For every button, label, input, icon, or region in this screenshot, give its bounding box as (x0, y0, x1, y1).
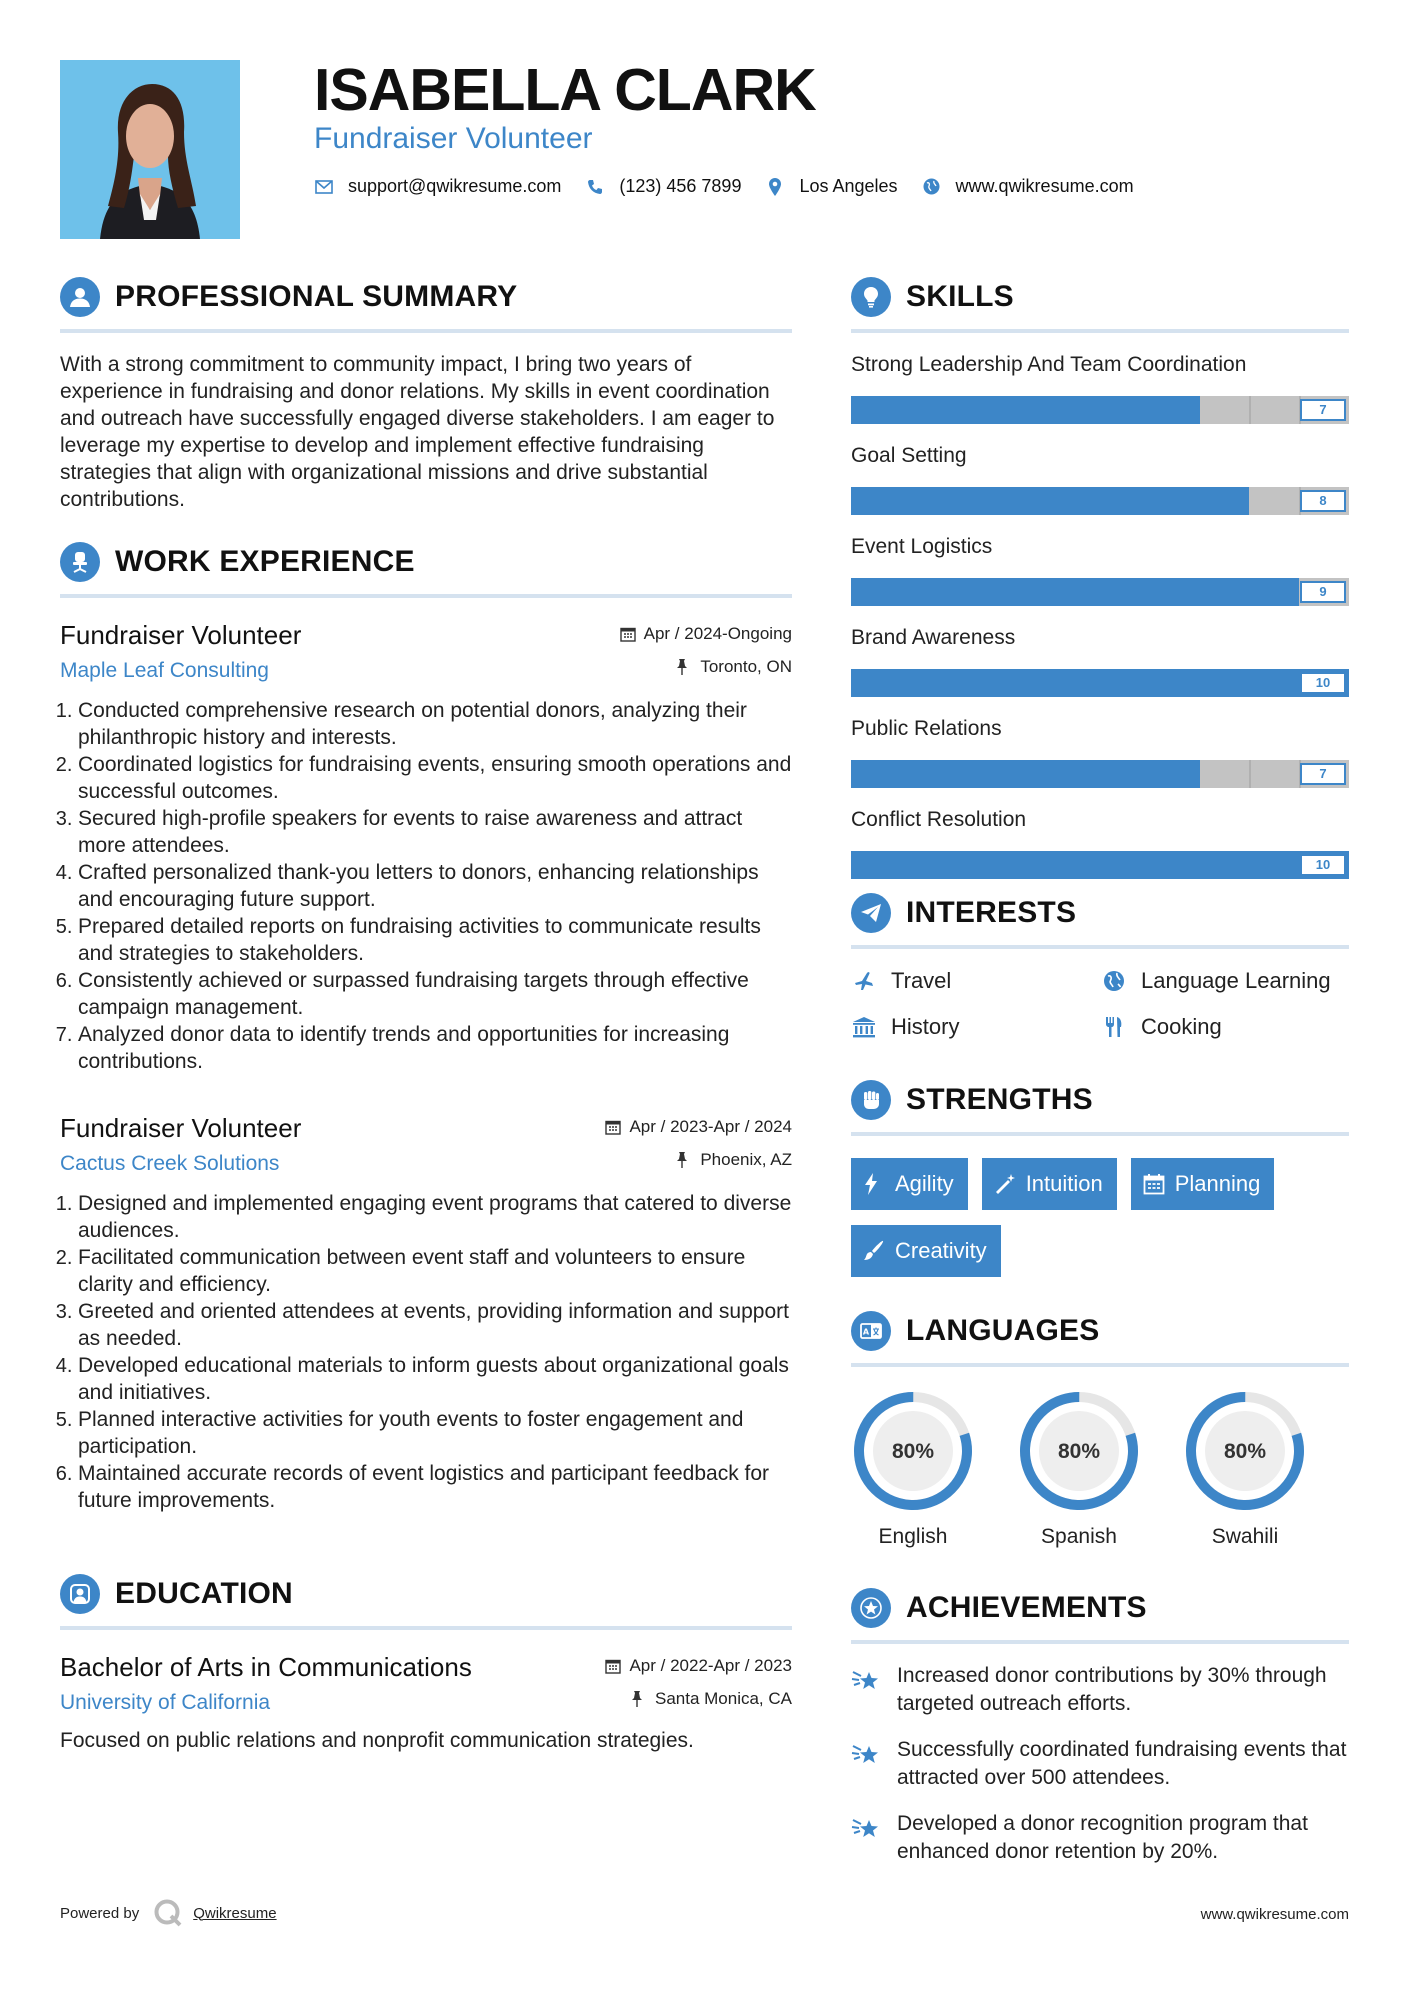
degree: Bachelor of Arts in Communications (60, 1652, 472, 1682)
language-icon (851, 1311, 891, 1351)
interest-item: Travel (851, 967, 1101, 995)
summary-section (60, 275, 792, 513)
language-proficiency-ring (851, 1389, 975, 1513)
section-divider (851, 1363, 1349, 1367)
achievement-item: Successfully coordinated fundraising events that attracted over 500 attendees. (851, 1736, 1349, 1792)
job-company: Maple Leaf Consulting (60, 659, 269, 682)
skill-level-bar (851, 578, 1349, 606)
skill-name: Event Logistics (851, 535, 993, 558)
language-item (1017, 1389, 1183, 1549)
skill-level-bar (851, 851, 1349, 879)
section-title: STRENGTHS (906, 1083, 1093, 1116)
skill-level-label: 9 (1300, 581, 1346, 603)
list-item: 1. Conducted comprehensive research on potential donors, analyzing their philanthropic history and interests. (78, 697, 792, 751)
job-meta (620, 624, 792, 677)
envelope-icon (314, 177, 334, 197)
skill-name: Public Relations (851, 717, 1002, 740)
skill-item (851, 624, 1349, 697)
skills-section (851, 275, 1349, 879)
utensils-icon (1101, 1014, 1127, 1040)
map-pin-icon (765, 177, 785, 197)
section-title: PROFESSIONAL SUMMARY (115, 280, 518, 313)
user-icon (60, 277, 100, 317)
list-item: 3. Greeted and oriented attendees at events, providing information and support as needed. (78, 1298, 792, 1352)
language-item (851, 1389, 1017, 1549)
list-item: 5. Prepared detailed reports on fundraising activities to communicate results and strategies to stakeholders. (78, 913, 792, 967)
languages-section (851, 1309, 1349, 1549)
strength-chip: Intuition (982, 1158, 1117, 1210)
job-dates: Apr / 2023-Apr / 2024 (629, 1117, 792, 1136)
job-location: Phoenix, AZ (700, 1150, 792, 1169)
footer-powered-by (60, 1898, 277, 1928)
bolt-icon (863, 1173, 885, 1195)
section-title: INTERESTS (906, 896, 1077, 929)
skill-item (851, 533, 1349, 606)
section-divider (60, 1626, 792, 1630)
list-item: 4. Crafted personalized thank-you letters to donors, enhancing relationships and encouraging future support. (78, 859, 792, 913)
skill-level-label: 7 (1300, 399, 1346, 421)
lightbulb-icon (851, 277, 891, 317)
language-percent: 80% (1057, 1440, 1101, 1463)
calendar-icon (605, 1119, 621, 1135)
skill-level-bar (851, 760, 1349, 788)
section-title: EDUCATION (115, 1577, 293, 1610)
skill-segment-divider (1249, 760, 1251, 788)
skill-level-fill (851, 760, 1200, 788)
education-entry (60, 1652, 792, 1754)
interest-item: Language Learning (1101, 967, 1351, 995)
plane-icon (851, 968, 877, 994)
skill-level-label: 10 (1300, 672, 1346, 694)
list-item: 5. Planned interactive activities for youth events to foster engagement and participation. (78, 1406, 792, 1460)
section-title: ACHIEVEMENTS (906, 1591, 1147, 1624)
interests-list (851, 967, 1349, 1041)
list-item: 2. Coordinated logistics for fundraising events, ensuring smooth operations and successful outcomes. (78, 751, 792, 805)
section-title: LANGUAGES (906, 1314, 1100, 1347)
graduate-icon (60, 1574, 100, 1614)
pushpin-icon (631, 1691, 647, 1707)
job-location: Toronto, ON (700, 657, 792, 676)
paper-plane-icon (851, 893, 891, 933)
language-item (1183, 1389, 1349, 1549)
strengths-section (851, 1078, 1349, 1292)
brush-icon (863, 1240, 885, 1262)
magic-wand-icon (994, 1173, 1016, 1195)
skill-name: Goal Setting (851, 444, 967, 467)
language-proficiency-ring (1017, 1389, 1141, 1513)
strength-chip: Planning (1131, 1158, 1275, 1210)
education-meta (605, 1656, 792, 1709)
list-item: 6. Maintained accurate records of event logistics and participant feedback for future improvements. (78, 1460, 792, 1514)
contact-row (314, 176, 1158, 197)
job-role: Fundraiser Volunteer (60, 1113, 302, 1143)
footer-url[interactable]: www.qwikresume.com (1200, 1906, 1349, 1923)
qwikresume-link[interactable]: Qwikresume (193, 1904, 277, 1922)
education-section (60, 1572, 792, 1754)
languages-list (851, 1389, 1349, 1549)
interest-item: History (851, 1013, 1101, 1041)
avatar (60, 60, 240, 239)
achievement-item: Developed a donor recognition program that enhanced donor retention by 20%. (851, 1810, 1349, 1866)
calendar-icon (620, 626, 636, 642)
shooting-star-icon (851, 1812, 883, 1844)
fist-icon (851, 1080, 891, 1120)
pushpin-icon (676, 1152, 692, 1168)
phone-icon (585, 177, 605, 197)
section-title: WORK EXPERIENCE (115, 545, 415, 578)
skill-item (851, 442, 1349, 515)
skill-level-label: 10 (1300, 854, 1346, 876)
globe-icon (922, 177, 942, 197)
section-divider (60, 329, 792, 333)
skill-name: Brand Awareness (851, 626, 1016, 649)
job-bullets (60, 1190, 792, 1514)
skill-level-bar (851, 669, 1349, 697)
summary-text: With a strong commitment to community impact, I bring two years of experience in fundraising and donor relations. My skills in event coordination and outreach have successfully engaged diverse stakeholders. I am eager to leverage my expertise to develop and implement effective fundraising strategies that align with organizational missions and drive substantial contributions. (60, 353, 775, 511)
job-company: Cactus Creek Solutions (60, 1152, 280, 1175)
candidate-name: ISABELLA CLARK (314, 57, 816, 123)
calendar-icon (1143, 1173, 1165, 1195)
language-percent: 80% (1223, 1440, 1267, 1463)
skill-item (851, 715, 1349, 788)
svg-text:A: A (862, 1327, 870, 1337)
strength-chip: Agility (851, 1158, 968, 1210)
skill-level-label: 8 (1300, 490, 1346, 512)
contact-location: Los Angeles (799, 176, 898, 196)
skill-level-label: 7 (1300, 763, 1346, 785)
list-item: 7. Analyzed donor data to identify trends and opportunities for increasing contributions. (78, 1021, 792, 1075)
skill-level-fill (851, 669, 1349, 697)
school: University of California (60, 1691, 271, 1714)
list-item: 1. Designed and implemented engaging event programs that catered to diverse audiences. (78, 1190, 792, 1244)
language-name: Swahili (1211, 1525, 1279, 1548)
contact-phone[interactable]: (123) 456 7899 (619, 176, 742, 196)
skill-level-fill (851, 487, 1249, 515)
interests-section (851, 891, 1349, 1041)
strengths-list (851, 1158, 1351, 1292)
profile-photo (60, 60, 240, 239)
language-name: Spanish (1041, 1525, 1117, 1548)
experience-section (60, 540, 792, 1514)
skill-level-fill (851, 396, 1200, 424)
star-badge-icon (851, 1588, 891, 1628)
section-divider (851, 1132, 1349, 1136)
language-name: English (878, 1525, 948, 1548)
skill-item (851, 351, 1349, 424)
shooting-star-icon (851, 1738, 883, 1770)
list-item: 6. Consistently achieved or surpassed fundraising targets through effective campaign management. (78, 967, 792, 1021)
museum-icon (851, 1014, 877, 1040)
section-divider (60, 594, 792, 598)
section-divider (851, 945, 1349, 949)
job-bullets (60, 697, 792, 1075)
job-entry (60, 1113, 792, 1514)
achievements-section (851, 1586, 1349, 1866)
skill-item (851, 806, 1349, 879)
language-proficiency-ring (1183, 1389, 1307, 1513)
skill-name: Strong Leadership And Team Coordination (851, 353, 1247, 376)
language-percent: 80% (891, 1440, 935, 1463)
strength-chip: Creativity (851, 1225, 1001, 1277)
section-divider (851, 329, 1349, 333)
achievement-item: Increased donor contributions by 30% through targeted outreach efforts. (851, 1662, 1349, 1718)
pushpin-icon (676, 659, 692, 675)
job-role: Fundraiser Volunteer (60, 620, 302, 650)
interest-item: Cooking (1101, 1013, 1351, 1041)
office-chair-icon (60, 542, 100, 582)
list-item: 3. Secured high-profile speakers for events to raise awareness and attract more attendees. (78, 805, 792, 859)
job-meta (605, 1117, 792, 1170)
calendar-icon (605, 1658, 621, 1674)
job-dates: Apr / 2024-Ongoing (643, 624, 792, 643)
education-location: Santa Monica, CA (654, 1689, 792, 1708)
education-description: Focused on public relations and nonprofit communication strategies. (60, 1729, 694, 1752)
job-entry (60, 620, 792, 1075)
skills-list (851, 351, 1349, 879)
skill-level-fill (851, 851, 1349, 879)
skill-level-bar (851, 487, 1349, 515)
powered-by-text: Powered by (60, 1904, 140, 1922)
education-dates: Apr / 2022-Apr / 2023 (629, 1656, 792, 1675)
skill-name: Conflict Resolution (851, 808, 1027, 831)
skill-segment-divider (1249, 396, 1251, 424)
skill-level-bar (851, 396, 1349, 424)
contact-website[interactable]: www.qwikresume.com (955, 176, 1134, 196)
qwikresume-logo-icon (153, 1898, 183, 1928)
candidate-title: Fundraiser Volunteer (314, 122, 593, 155)
list-item: 4. Developed educational materials to inform guests about organizational goals and initiatives. (78, 1352, 792, 1406)
section-divider (851, 1640, 1349, 1644)
shooting-star-icon (851, 1664, 883, 1696)
skill-level-fill (851, 578, 1299, 606)
section-title: SKILLS (906, 280, 1014, 313)
contact-email[interactable]: support@qwikresume.com (348, 176, 562, 196)
list-item: 2. Facilitated communication between event staff and volunteers to ensure clarity and efficiency. (78, 1244, 792, 1298)
globe-icon (1101, 968, 1127, 994)
